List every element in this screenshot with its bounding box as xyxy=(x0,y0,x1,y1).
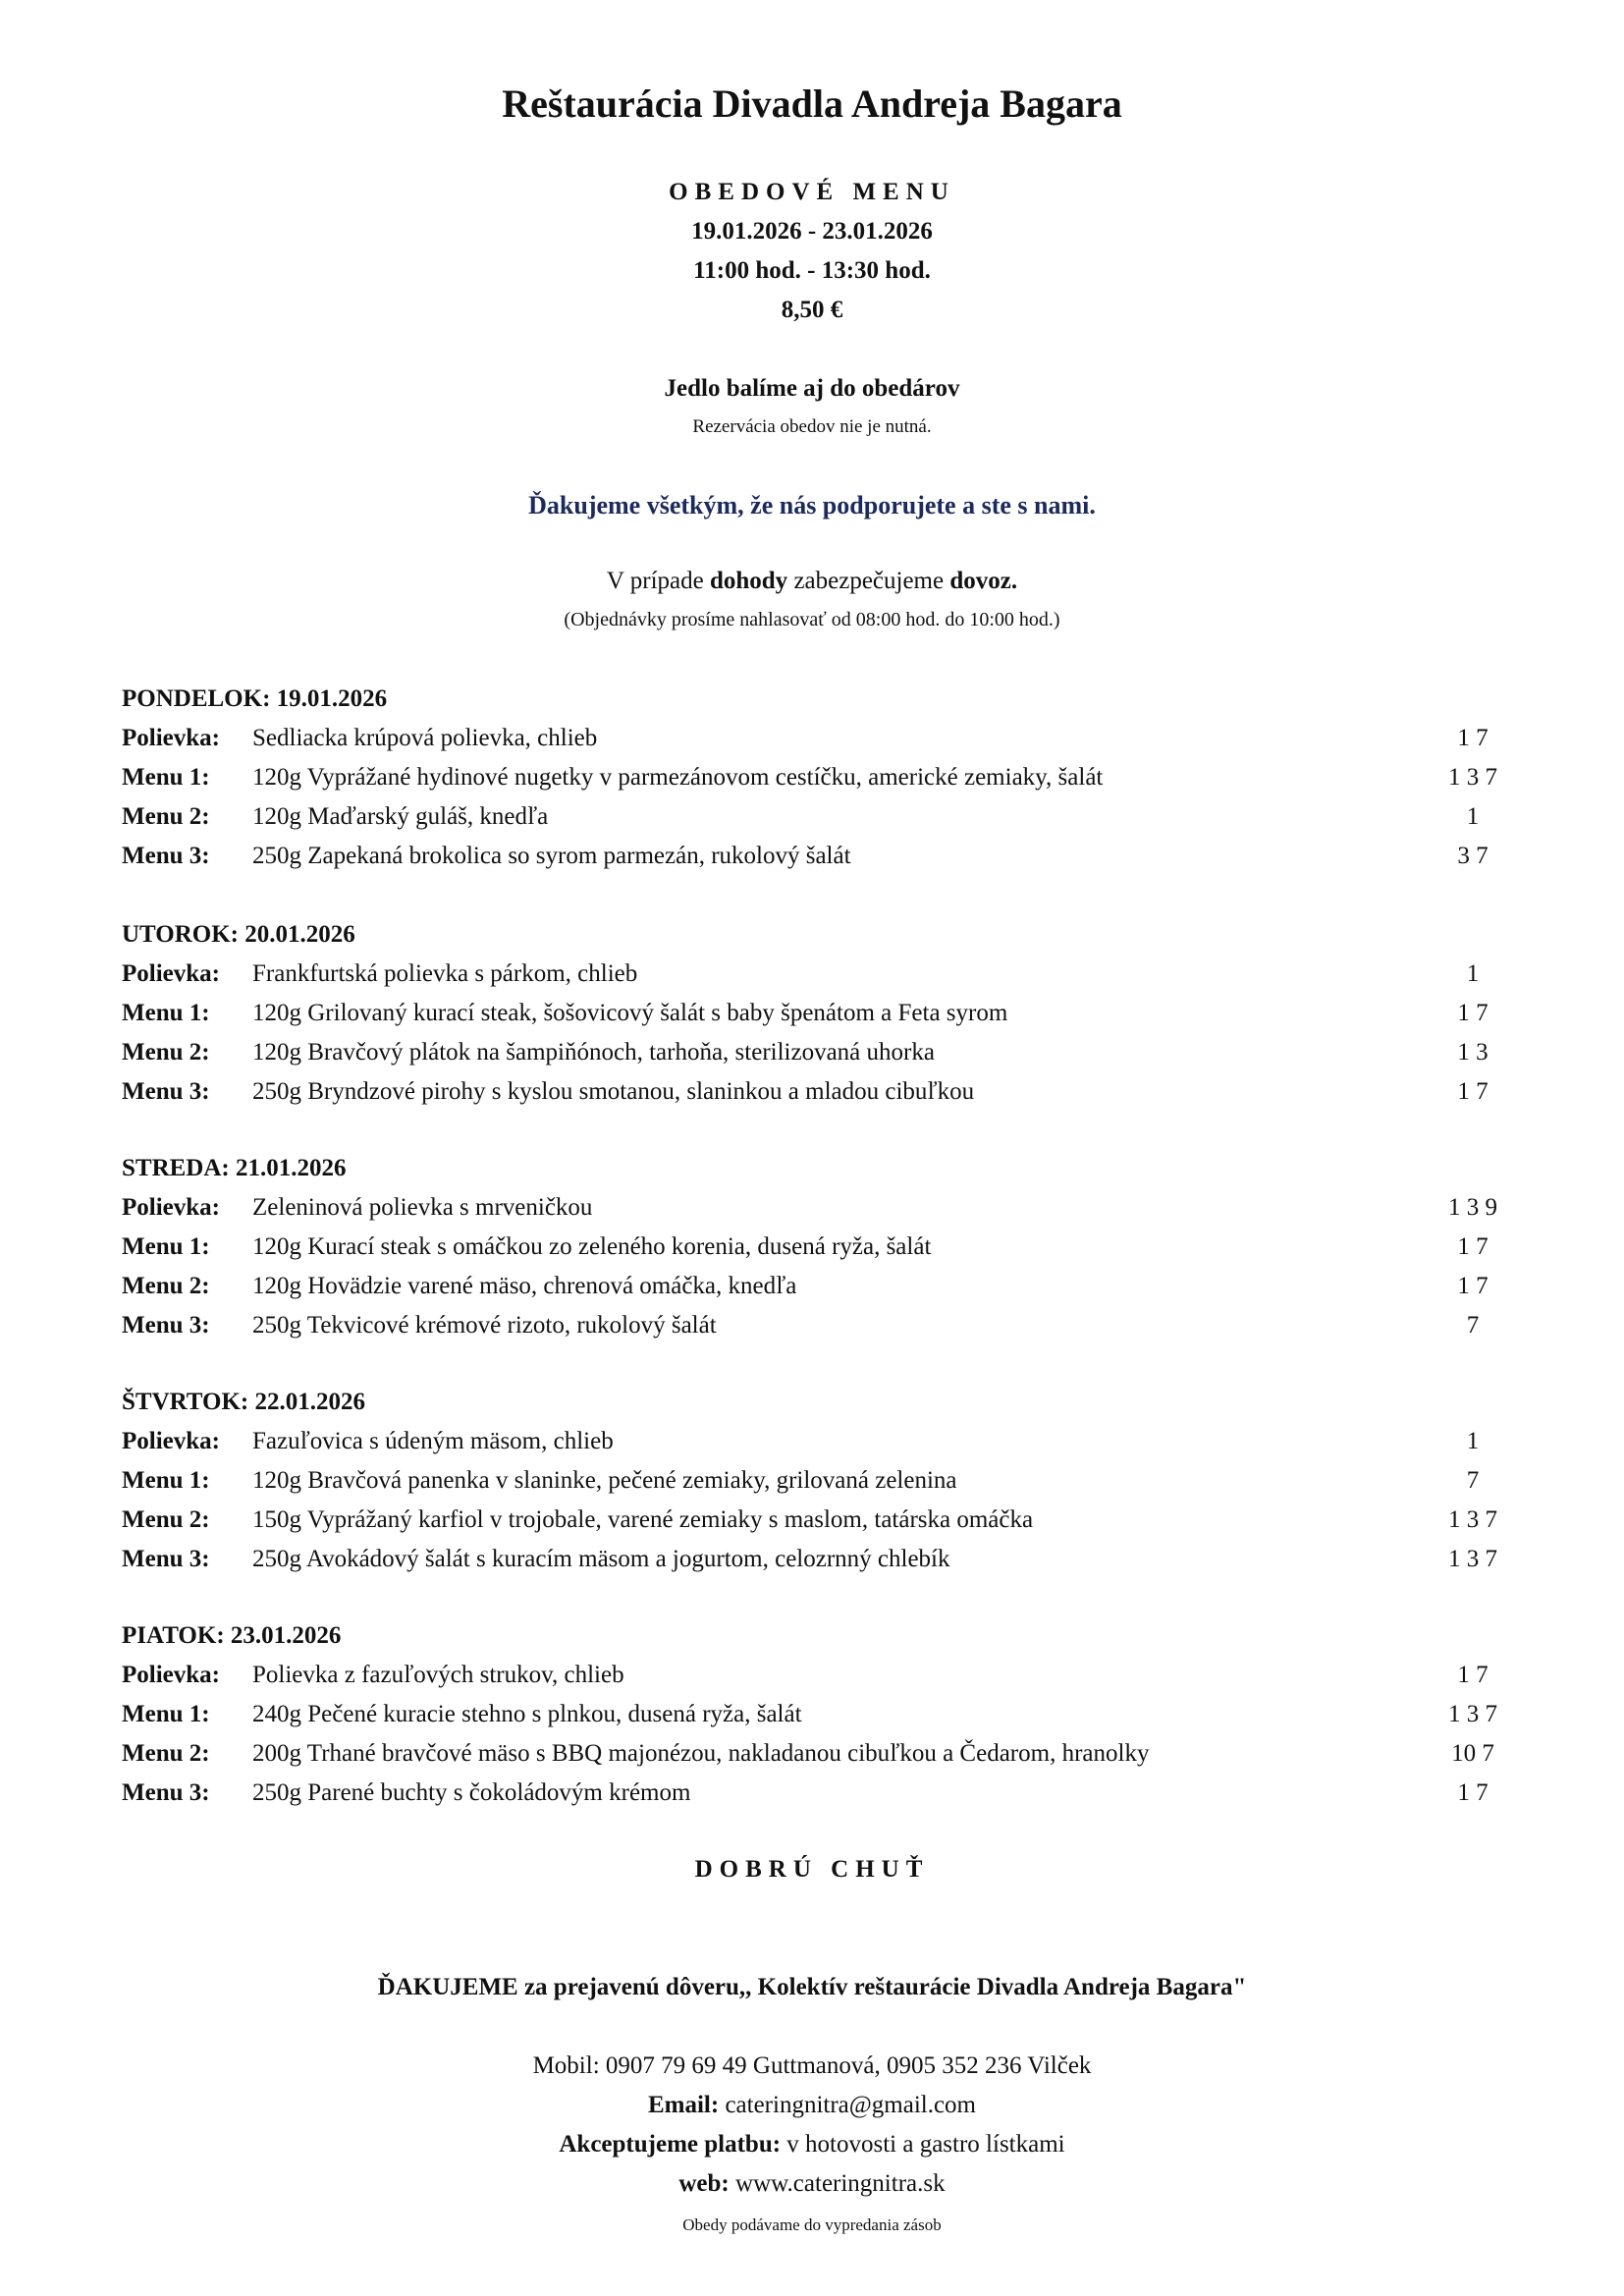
row-label: Polievka: xyxy=(122,960,220,987)
row-allergens: 10 7 xyxy=(1451,1740,1494,1767)
row-label: Menu 3: xyxy=(122,843,210,869)
row-allergens: 1 xyxy=(1466,960,1480,987)
delivery-bold-transport: dovoz. xyxy=(949,568,1018,594)
email-label: Email: xyxy=(647,2092,720,2118)
row-label: Menu 1: xyxy=(122,1701,210,1727)
row-label: Menu 1: xyxy=(122,764,210,791)
row-dish: 150g Vyprážaný karfiol v trojobale, varené zemiaky s maslom, tatárska omáčka xyxy=(252,1506,1034,1533)
row-allergens: 3 7 xyxy=(1457,843,1489,869)
footer-thanks: ĎAKUJEME za prejavenú dôveru,, Kolektív reštaurácie Divadla Andreja Bagara" xyxy=(377,1974,1247,2000)
row-label: Menu 2: xyxy=(122,803,210,830)
row-label: Menu 1: xyxy=(122,1467,210,1494)
menu-row xyxy=(0,1740,1624,1776)
menu-row xyxy=(0,1546,1624,1581)
menu-row xyxy=(0,1233,1624,1269)
row-allergens: 1 7 xyxy=(1457,1662,1489,1688)
menu-row xyxy=(0,764,1624,799)
row-allergens: 1 3 9 xyxy=(1448,1194,1497,1221)
menu-row xyxy=(0,1000,1624,1035)
row-dish: 120g Vyprážané hydinové nugetky v parmezánovom cestíčku, americké zemiaky, šalát xyxy=(252,764,1104,791)
menu-row xyxy=(0,1194,1624,1230)
row-allergens: 1 7 xyxy=(1457,1000,1489,1026)
payment-value: v hotovosti a gastro lístkami xyxy=(781,2131,1065,2158)
menu-row xyxy=(0,1506,1624,1542)
delivery-bold-agreement: dohody xyxy=(709,568,788,594)
row-allergens: 1 7 xyxy=(1457,1078,1489,1105)
row-label: Menu 3: xyxy=(122,1312,210,1339)
row-dish: 250g Parené buchty s čokoládovým krémom xyxy=(252,1779,691,1806)
row-dish: 120g Bravčová panenka v slaninke, pečené zemiaky, grilovaná zelenina xyxy=(252,1467,957,1494)
website-link[interactable]: www.cateringnitra.sk xyxy=(729,2170,946,2197)
row-dish: 250g Zapekaná brokolica so syrom parmezán, rukolový šalát xyxy=(252,843,851,869)
row-allergens: 1 3 7 xyxy=(1448,1546,1497,1572)
row-allergens: 1 xyxy=(1466,803,1480,830)
row-allergens: 1 7 xyxy=(1457,1273,1489,1299)
row-allergens: 1 3 7 xyxy=(1448,1506,1497,1533)
row-dish: Zeleninová polievka s mrveničkou xyxy=(252,1194,593,1221)
row-label: Polievka: xyxy=(122,1194,220,1221)
row-dish: Fazuľovica s údeným mäsom, chlieb xyxy=(252,1428,614,1454)
day-heading: PIATOK: 23.01.2026 xyxy=(122,1622,342,1649)
row-dish: 120g Kurací steak s omáčkou zo zeleného korenia, dusená ryža, šalát xyxy=(252,1233,932,1260)
row-dish: Frankfurtská polievka s párkom, chlieb xyxy=(252,960,638,987)
menu-row xyxy=(0,1039,1624,1074)
row-allergens: 1 3 7 xyxy=(1448,764,1497,791)
row-label: Menu 2: xyxy=(122,1740,210,1767)
menu-row xyxy=(0,1701,1624,1736)
row-label: Menu 2: xyxy=(122,1273,210,1299)
menu-row xyxy=(0,803,1624,839)
menu-row xyxy=(0,1273,1624,1308)
row-label: Menu 1: xyxy=(122,1000,210,1026)
menu-row xyxy=(0,1078,1624,1114)
menu-row xyxy=(0,1662,1624,1697)
email-link[interactable]: cateringnitra@gmail.com xyxy=(719,2092,977,2118)
row-label: Menu 2: xyxy=(122,1506,210,1533)
contact-phones: Mobil: 0907 79 69 49 Guttmanová, 0905 352 236 Vilček xyxy=(532,2052,1092,2079)
row-allergens: 1 3 7 xyxy=(1448,1701,1497,1727)
row-dish: Sedliacka krúpová polievka, chlieb xyxy=(252,725,598,751)
menu-row xyxy=(0,960,1624,996)
row-allergens: 1 7 xyxy=(1457,725,1489,751)
row-label: Menu 3: xyxy=(122,1078,210,1105)
row-dish: 120g Grilovaný kurací steak, šošovicový šalát s baby špenátom a Feta syrom xyxy=(252,1000,1008,1026)
row-dish: 250g Tekvicové krémové rizoto, rukolový šalát xyxy=(252,1312,717,1339)
menu-row xyxy=(0,725,1624,760)
day-heading: PONDELOK: 19.01.2026 xyxy=(122,685,388,712)
menu-heading: OBEDOVÉ MENU xyxy=(669,179,955,205)
delivery-prefix: V prípade xyxy=(606,568,710,594)
row-label: Menu 1: xyxy=(122,1233,210,1260)
serving-hours: 11:00 hod. - 13:30 hod. xyxy=(693,257,931,284)
row-label: Menu 2: xyxy=(122,1039,210,1066)
delivery-note xyxy=(0,568,1624,595)
menu-row xyxy=(0,1467,1624,1503)
thanks-note: Ďakujeme všetkým, že nás podporujete a ste s nami. xyxy=(528,491,1096,519)
web-label: web: xyxy=(678,2170,730,2197)
row-label: Menu 3: xyxy=(122,1779,210,1806)
row-dish: 240g Pečené kuracie stehno s plnkou, dusená ryža, šalát xyxy=(252,1701,802,1727)
row-dish: 200g Trhané bravčové mäso s BBQ majonézou, nakladanou cibuľkou a Čedarom, hranolky xyxy=(252,1740,1150,1767)
packing-note: Jedlo balíme aj do obedárov xyxy=(664,375,960,402)
reservation-note: Rezervácia obedov nie je nutná. xyxy=(692,416,932,437)
day-heading: ŠTVRTOK: 22.01.2026 xyxy=(122,1389,365,1415)
menu-dates: 19.01.2026 - 23.01.2026 xyxy=(691,218,933,245)
row-label: Polievka: xyxy=(122,725,220,751)
row-dish: 120g Bravčový plátok na šampiňónoch, tarhoňa, sterilizovaná uhorka xyxy=(252,1039,935,1066)
row-allergens: 1 3 xyxy=(1457,1039,1489,1066)
menu-row xyxy=(0,1312,1624,1347)
website-info xyxy=(0,2170,1624,2198)
row-allergens: 7 xyxy=(1466,1467,1480,1494)
row-label: Polievka: xyxy=(122,1662,220,1688)
menu-row xyxy=(0,843,1624,878)
payment-info xyxy=(0,2131,1624,2159)
day-heading: STREDA: 21.01.2026 xyxy=(122,1155,347,1181)
stock-note: Obedy podávame do vypredania zásob xyxy=(682,2215,942,2234)
row-dish: 120g Maďarský guláš, knedľa xyxy=(252,803,549,830)
menu-price: 8,50 € xyxy=(781,297,843,323)
row-allergens: 7 xyxy=(1466,1312,1480,1339)
row-label: Polievka: xyxy=(122,1428,220,1454)
row-allergens: 1 7 xyxy=(1457,1233,1489,1260)
row-dish: 120g Hovädzie varené mäso, chrenová omáčka, knedľa xyxy=(252,1273,797,1299)
day-heading: UTOROK: 20.01.2026 xyxy=(122,921,355,948)
row-allergens: 1 7 xyxy=(1457,1779,1489,1806)
row-label: Menu 3: xyxy=(122,1546,210,1572)
menu-row xyxy=(0,1779,1624,1815)
row-dish: 250g Avokádový šalát s kuracím mäsom a jogurtom, celozrnný chlebík xyxy=(252,1546,950,1572)
order-hours-note: (Objednávky prosíme nahlasovať od 08:00 hod. do 10:00 hod.) xyxy=(564,609,1060,630)
row-allergens: 1 xyxy=(1466,1428,1480,1454)
row-dish: Polievka z fazuľových strukov, chlieb xyxy=(252,1662,624,1688)
delivery-middle: zabezpečujeme xyxy=(787,568,950,594)
restaurant-title: Reštaurácia Divadla Andreja Bagara xyxy=(502,82,1122,126)
good-appetite-heading: DOBRÚ CHUŤ xyxy=(694,1856,930,1883)
menu-row xyxy=(0,1428,1624,1463)
contact-email xyxy=(0,2092,1624,2119)
row-dish: 250g Bryndzové pirohy s kyslou smotanou, slaninkou a mladou cibuľkou xyxy=(252,1078,975,1105)
payment-label: Akceptujeme platbu: xyxy=(559,2131,782,2158)
